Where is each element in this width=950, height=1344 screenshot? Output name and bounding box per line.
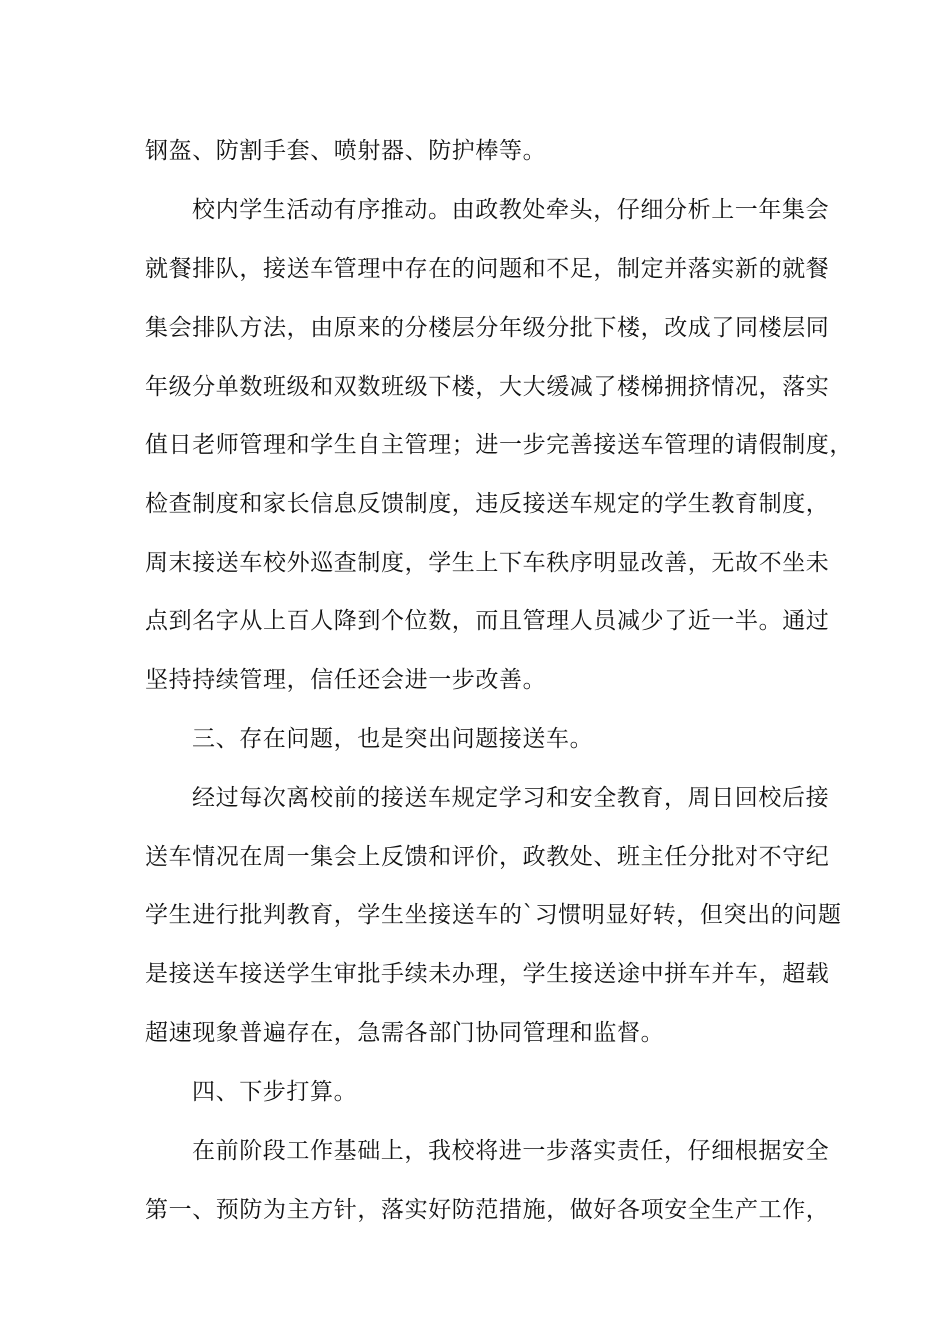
text-line: 点到名字从上百人降到个位数，而且管理人员减少了近一半。通过 [145,608,830,634]
text-line: 就餐排队，接送车管理中存在的问题和不足，制定并落实新的就餐 [145,256,830,282]
text-line: 检查制度和家长信息反馈制度，违反接送车规定的学生教育制度， [145,491,830,517]
text-line: 坚持持续管理，信任还会进一步改善。 [145,667,547,693]
text-line: 超速现象普遍存在，急需各部门协同管理和监督。 [145,1020,665,1046]
text-line: 周末接送车校外巡查制度，学生上下车秩序明显改善，无故不坐未 [145,550,830,576]
text-line: 集会排队方法，由原来的分楼层分年级分批下楼，改成了同楼层同 [145,315,830,341]
text-line: 值日老师管理和学生自主管理；进一步完善接送车管理的请假制度， [145,432,853,458]
paragraph-start: 在前阶段工作基础上，我校将进一步落实责任，仔细根据安全 [192,1138,830,1164]
section-heading: 三、存在问题，也是突出问题接送车。 [192,726,594,752]
text-line: 学生进行批判教育，学生坐接送车的`习惯明显好转，但突出的问题 [145,902,842,928]
text-line: 钢盔、防割手套、喷射器、防护棒等。 [145,138,547,164]
text-line: 送车情况在周一集会上反馈和评价，政教处、班主任分批对不守纪 [145,844,830,870]
paragraph-start: 校内学生活动有序推动。由政教处牵头，仔细分析上一年集会 [192,197,830,223]
paragraph-start: 经过每次离校前的接送车规定学习和安全教育，周日回校后接 [192,785,830,811]
section-heading: 四、下步打算。 [192,1079,358,1105]
text-line: 是接送车接送学生审批手续未办理，学生接送途中拼车并车，超载 [145,961,830,987]
text-line: 年级分单数班级和双数班级下楼，大大缓减了楼梯拥挤情况，落实 [145,374,830,400]
text-line: 第一、预防为主方针，落实好防范措施，做好各项安全生产工作， [145,1197,830,1223]
